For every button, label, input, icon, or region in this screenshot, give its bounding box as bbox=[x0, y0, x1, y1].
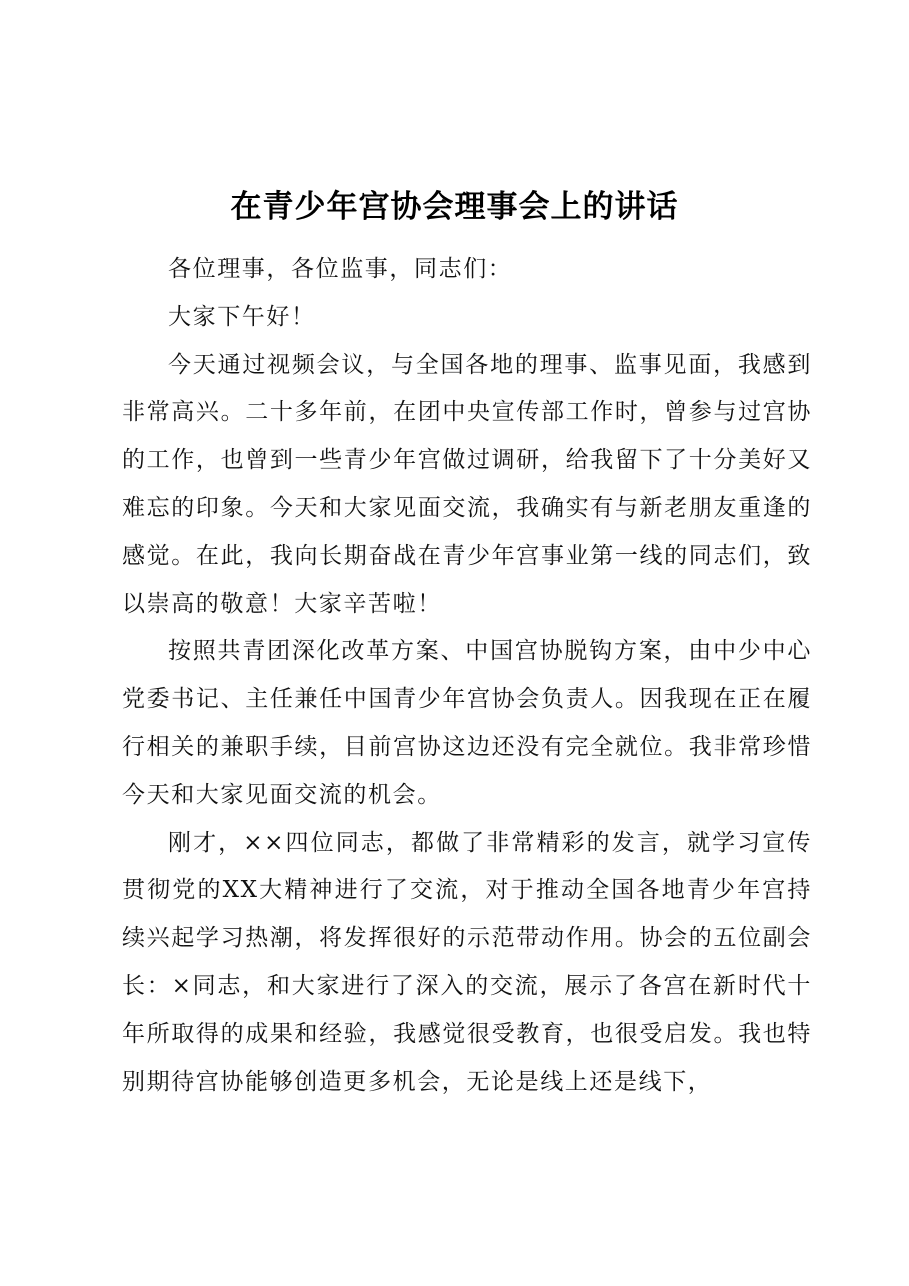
salutation-paragraph: 各位理事，各位监事，同志们： bbox=[168, 256, 513, 282]
arrangement-paragraph: 按照共青团深化改革方案、中国宫协脱钩方案，由中少中心党委书记、主任兼任中国青少年宫协会负责人。因我现在正在履行相关的兼职手续，目前宫协这边还没有完全就位。我非常珍惜今天和大家见面交流的机会。 bbox=[122, 638, 812, 808]
opening-paragraph: 今天通过视频会议，与全国各地的理事、监事见面，我感到非常高兴。二十多年前，在团中央宣传部工作时，曾参与过宫协的工作，也曾到一些青少年宫做过调研，给我留下了十分美好又难忘的印象。今天和大家见面交流，我确实有与新老朋友重逢的感觉。在此，我向长期奋战在青少年宫事业第一线的同志们，致以崇高的敬意！大家辛苦啦！ bbox=[122, 351, 812, 617]
document-body bbox=[122, 246, 812, 1106]
greeting-paragraph: 大家下午好！ bbox=[168, 303, 316, 330]
exchange-paragraph: 刚才，××四位同志，都做了非常精彩的发言，就学习宣传贯彻党的XX大精神进行了交流，对于推动全国各地青少年宫持续兴起学习热潮，将发挥很好的示范带动作用。协会的五位副会长：×同志，和大家进行了深入的交流，展示了各宫在新时代十年所取得的成果和经验，我感觉很受教育，也很受启发。我也特别期待宫协能够创造更多机会，无论是线上还是线下， bbox=[122, 829, 812, 1095]
document-title: 在青少年宫协会理事会上的讲话 bbox=[230, 188, 679, 225]
